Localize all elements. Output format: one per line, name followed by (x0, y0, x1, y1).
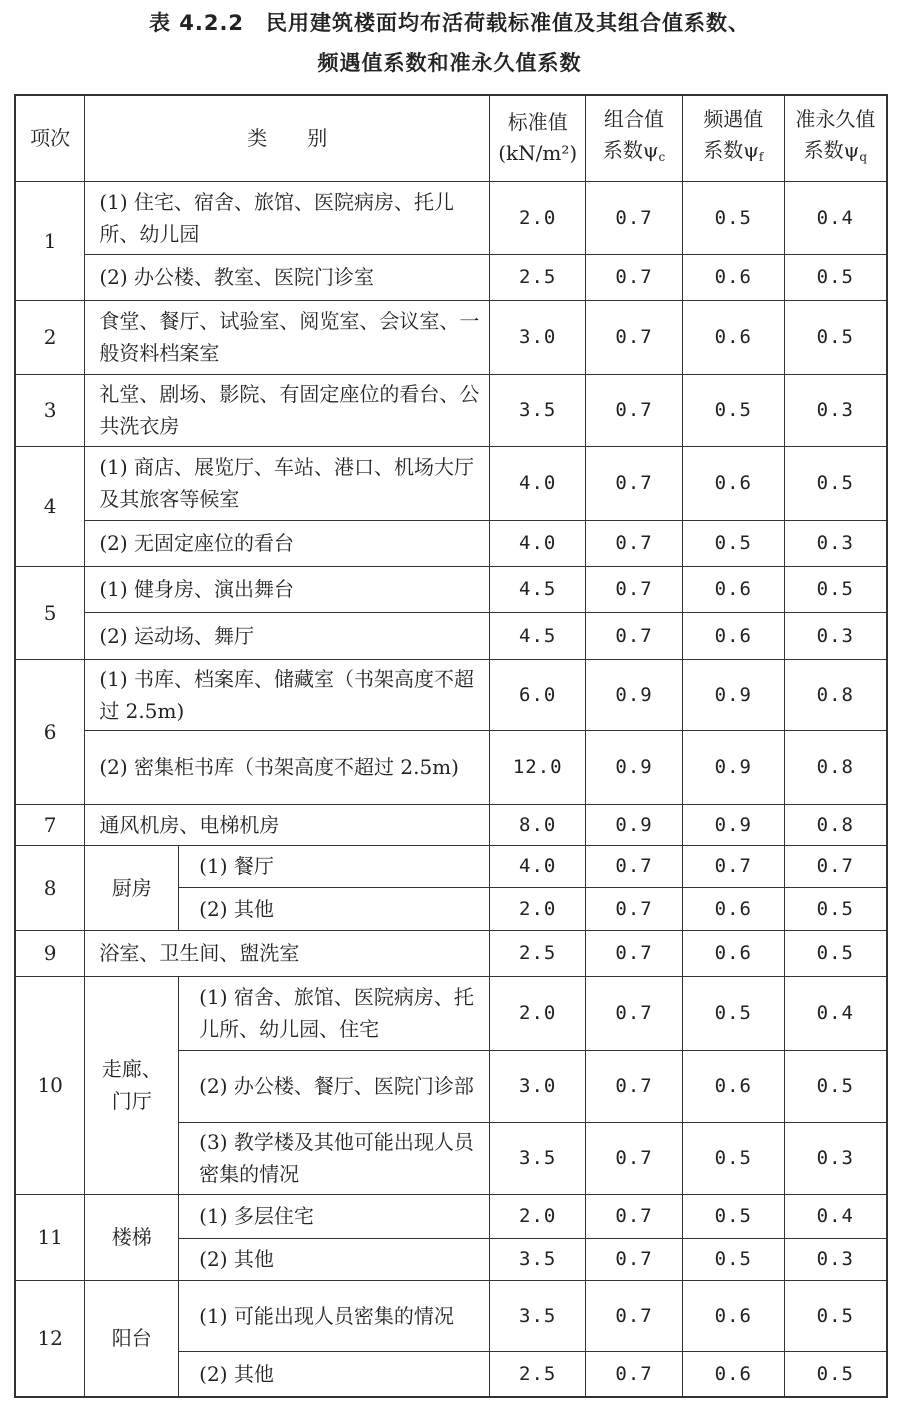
quasi-permanent-coefficient: 0.3 (784, 374, 887, 446)
combination-coefficient: 0.9 (586, 804, 683, 845)
standard-value: 2.0 (490, 1194, 586, 1238)
header-combination-sub: c (658, 149, 666, 164)
combination-coefficient: 0.7 (586, 1194, 683, 1238)
header-quasi-permanent (784, 95, 887, 181)
standard-value: 2.5 (490, 254, 586, 300)
frequent-coefficient: 0.6 (682, 612, 784, 659)
combination-coefficient: 0.9 (586, 730, 683, 804)
table-row (15, 845, 887, 887)
combination-coefficient: 0.7 (586, 1122, 683, 1194)
category-cell: (2) 办公楼、教室、医院门诊室 (85, 254, 490, 300)
combination-coefficient: 0.7 (586, 845, 683, 887)
quasi-permanent-coefficient: 0.5 (784, 1280, 887, 1351)
quasi-permanent-coefficient: 0.5 (784, 446, 887, 520)
quasi-permanent-coefficient: 0.7 (784, 845, 887, 887)
standard-value: 3.5 (490, 1280, 586, 1351)
item-number: 11 (15, 1194, 85, 1280)
header-combination-line2: 系数ψ (602, 137, 659, 162)
standard-value: 2.0 (490, 976, 586, 1050)
quasi-permanent-coefficient: 0.3 (784, 1238, 887, 1280)
header-frequent-line2: 系数ψ (703, 137, 759, 162)
quasi-permanent-coefficient: 0.8 (784, 659, 887, 730)
item-number: 6 (15, 659, 85, 804)
combination-coefficient: 0.7 (586, 1238, 683, 1280)
table-row (15, 181, 887, 254)
header-quasi-line2: 系数ψ (803, 137, 860, 162)
category-cell: (1) 书库、档案库、储藏室（书架高度不超过 2.5m) (85, 659, 490, 730)
table-row (15, 976, 887, 1050)
standard-value: 2.0 (490, 887, 586, 930)
combination-coefficient: 0.7 (586, 254, 683, 300)
header-frequent-line1: 频遇值 (703, 106, 764, 131)
table-row (15, 730, 887, 804)
combination-coefficient: 0.7 (586, 520, 683, 566)
live-load-table (14, 94, 888, 1398)
item-number: 2 (15, 300, 85, 374)
frequent-coefficient: 0.7 (682, 845, 784, 887)
category-cell: 浴室、卫生间、盥洗室 (85, 930, 490, 976)
combination-coefficient: 0.7 (586, 887, 683, 930)
item-number: 4 (15, 446, 85, 566)
combination-coefficient: 0.7 (586, 446, 683, 520)
header-row (15, 95, 887, 181)
category-cell: (1) 住宅、宿舍、旅馆、医院病房、托儿所、幼儿园 (85, 181, 490, 254)
frequent-coefficient: 0.9 (682, 804, 784, 845)
standard-value: 4.0 (490, 845, 586, 887)
group-label: 阳台 (85, 1280, 179, 1397)
combination-coefficient: 0.7 (586, 300, 683, 374)
frequent-coefficient: 0.6 (682, 1050, 784, 1122)
standard-value: 2.5 (490, 930, 586, 976)
header-combination-line1: 组合值 (604, 106, 665, 131)
item-number: 3 (15, 374, 85, 446)
frequent-coefficient: 0.5 (682, 1194, 784, 1238)
category-cell: (1) 宿舍、旅馆、医院病房、托儿所、幼儿园、住宅 (179, 976, 490, 1050)
standard-value: 6.0 (490, 659, 586, 730)
header-combination (586, 95, 683, 181)
category-cell: (1) 商店、展览厅、车站、港口、机场大厅及其旅客等候室 (85, 446, 490, 520)
standard-value: 4.0 (490, 520, 586, 566)
frequent-coefficient: 0.5 (682, 1238, 784, 1280)
group-label: 楼梯 (85, 1194, 179, 1280)
combination-coefficient: 0.7 (586, 612, 683, 659)
group-label: 走廊、门厅 (85, 976, 179, 1194)
standard-value: 3.0 (490, 1050, 586, 1122)
category-cell: (1) 可能出现人员密集的情况 (179, 1280, 490, 1351)
item-number: 5 (15, 566, 85, 659)
standard-value: 8.0 (490, 804, 586, 845)
item-number: 8 (15, 845, 85, 930)
frequent-coefficient: 0.6 (682, 1280, 784, 1351)
frequent-coefficient: 0.6 (682, 566, 784, 612)
group-label: 厨房 (85, 845, 179, 930)
frequent-coefficient: 0.6 (682, 254, 784, 300)
category-cell: (2) 其他 (179, 1238, 490, 1280)
table-title-line-1: 表 4.2.2 民用建筑楼面均布活荷载标准值及其组合值系数、 (148, 11, 751, 35)
category-cell: (2) 其他 (179, 1351, 490, 1397)
header-standard (490, 95, 586, 181)
header-quasi-sub: q (859, 149, 868, 164)
header-quasi-line1: 准永久值 (795, 106, 876, 131)
category-cell: (2) 其他 (179, 887, 490, 930)
standard-value: 2.0 (490, 181, 586, 254)
quasi-permanent-coefficient: 0.4 (784, 181, 887, 254)
frequent-coefficient: 0.9 (682, 659, 784, 730)
table-row (15, 1194, 887, 1238)
frequent-coefficient: 0.6 (682, 1351, 784, 1397)
category-cell: (2) 运动场、舞厅 (85, 612, 490, 659)
item-number: 7 (15, 804, 85, 845)
category-cell: (3) 教学楼及其他可能出现人员密集的情况 (179, 1122, 490, 1194)
table-row (15, 930, 887, 976)
category-cell: (2) 办公楼、餐厅、医院门诊部 (179, 1050, 490, 1122)
frequent-coefficient: 0.6 (682, 887, 784, 930)
quasi-permanent-coefficient: 0.4 (784, 1194, 887, 1238)
quasi-permanent-coefficient: 0.5 (784, 254, 887, 300)
standard-value: 3.5 (490, 1238, 586, 1280)
quasi-permanent-coefficient: 0.5 (784, 887, 887, 930)
category-cell: (1) 多层住宅 (179, 1194, 490, 1238)
standard-value: 4.5 (490, 612, 586, 659)
table-row (15, 374, 887, 446)
frequent-coefficient: 0.5 (682, 520, 784, 566)
category-cell: 礼堂、剧场、影院、有固定座位的看台、公共洗衣房 (85, 374, 490, 446)
quasi-permanent-coefficient: 0.5 (784, 930, 887, 976)
frequent-coefficient: 0.6 (682, 446, 784, 520)
item-number: 1 (15, 181, 85, 300)
quasi-permanent-coefficient: 0.5 (784, 1050, 887, 1122)
header-item: 项次 (15, 95, 85, 181)
combination-coefficient: 0.7 (586, 1280, 683, 1351)
table-title-line-2: 频遇值系数和准永久值系数 (317, 51, 582, 75)
standard-value: 4.0 (490, 446, 586, 520)
standard-value: 3.5 (490, 1122, 586, 1194)
table-row (15, 254, 887, 300)
combination-coefficient: 0.7 (586, 1351, 683, 1397)
category-cell: (2) 无固定座位的看台 (85, 520, 490, 566)
category-cell: 食堂、餐厅、试验室、阅览室、会议室、一般资料档案室 (85, 300, 490, 374)
header-frequent-sub: f (758, 149, 764, 164)
quasi-permanent-coefficient: 0.4 (784, 976, 887, 1050)
category-cell: 通风机房、电梯机房 (85, 804, 490, 845)
frequent-coefficient: 0.9 (682, 730, 784, 804)
quasi-permanent-coefficient: 0.5 (784, 566, 887, 612)
quasi-permanent-coefficient: 0.8 (784, 804, 887, 845)
standard-value: 2.5 (490, 1351, 586, 1397)
standard-value: 3.0 (490, 300, 586, 374)
header-category: 类 别 (85, 95, 490, 181)
frequent-coefficient: 0.5 (682, 1122, 784, 1194)
header-frequent (682, 95, 784, 181)
table-row (15, 659, 887, 730)
table-row (15, 804, 887, 845)
item-number: 12 (15, 1280, 85, 1397)
frequent-coefficient: 0.6 (682, 930, 784, 976)
combination-coefficient: 0.7 (586, 181, 683, 254)
standard-value: 4.5 (490, 566, 586, 612)
table-row (15, 300, 887, 374)
category-cell: (2) 密集柜书库（书架高度不超过 2.5m) (85, 730, 490, 804)
quasi-permanent-coefficient: 0.5 (784, 300, 887, 374)
header-standard-line2: (kN/m²) (498, 141, 578, 166)
item-number: 9 (15, 930, 85, 976)
quasi-permanent-coefficient: 0.5 (784, 1351, 887, 1397)
combination-coefficient: 0.7 (586, 566, 683, 612)
table-row (15, 1280, 887, 1351)
table-row (15, 566, 887, 612)
combination-coefficient: 0.7 (586, 374, 683, 446)
combination-coefficient: 0.7 (586, 1050, 683, 1122)
combination-coefficient: 0.7 (586, 976, 683, 1050)
quasi-permanent-coefficient: 0.8 (784, 730, 887, 804)
table-row (15, 446, 887, 520)
combination-coefficient: 0.7 (586, 930, 683, 976)
item-number: 10 (15, 976, 85, 1194)
standard-value: 12.0 (490, 730, 586, 804)
frequent-coefficient: 0.5 (682, 374, 784, 446)
frequent-coefficient: 0.6 (682, 300, 784, 374)
combination-coefficient: 0.9 (586, 659, 683, 730)
quasi-permanent-coefficient: 0.3 (784, 612, 887, 659)
quasi-permanent-coefficient: 0.3 (784, 1122, 887, 1194)
frequent-coefficient: 0.5 (682, 181, 784, 254)
table-row (15, 612, 887, 659)
table-row (15, 520, 887, 566)
frequent-coefficient: 0.5 (682, 976, 784, 1050)
header-standard-line1: 标准值 (507, 110, 568, 135)
category-cell: (1) 健身房、演出舞台 (85, 566, 490, 612)
category-cell: (1) 餐厅 (179, 845, 490, 887)
standard-value: 3.5 (490, 374, 586, 446)
quasi-permanent-coefficient: 0.3 (784, 520, 887, 566)
